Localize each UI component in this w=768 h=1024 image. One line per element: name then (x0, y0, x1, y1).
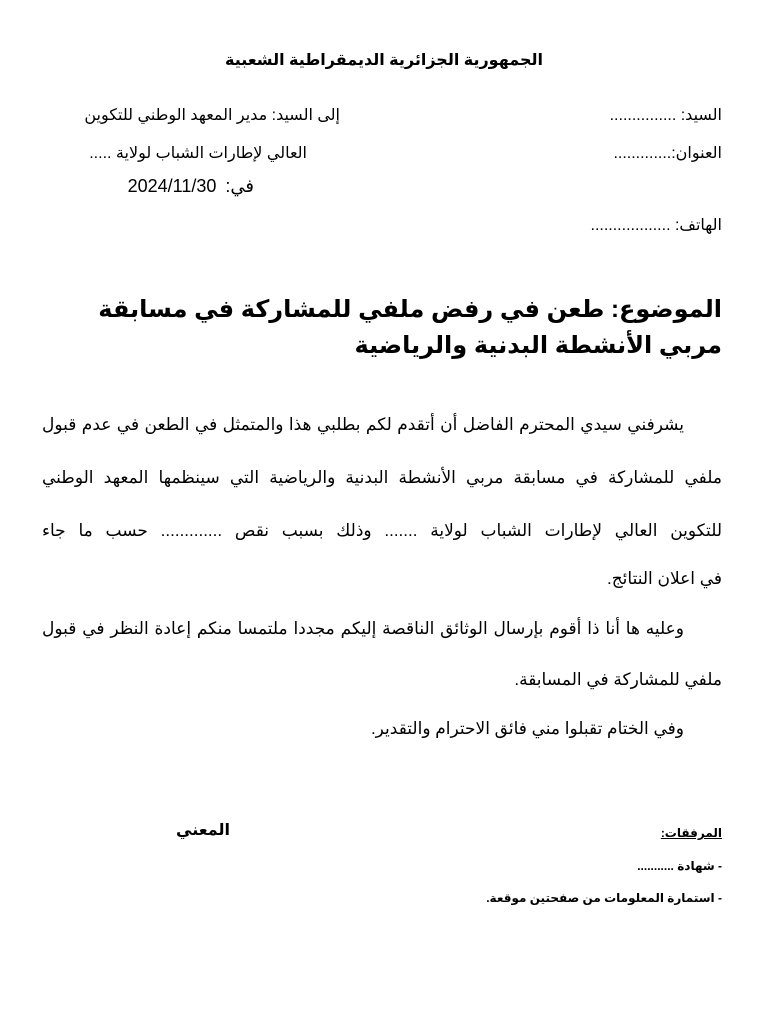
attachments-title: المرفقات: (660, 826, 722, 840)
closing-line: وفي الختام تقبلوا مني فائق الاحترام والتقدير. (370, 719, 684, 738)
body-line-1: يشرفني سيدي المحترم الفاضل أن أتقدم لكم بطلبي هذا والمتمثل في الطعن في عدم قبول (42, 415, 684, 434)
date-line (128, 176, 254, 197)
country-header: الجمهورية الجزائرية الديمقراطية الشعبية (224, 52, 544, 69)
sender-address: العنوان:............. (613, 145, 722, 162)
date-prefix: في: (225, 176, 254, 196)
recipient-line-1: إلى السيد: مدير المعهد الوطني للتكوين (84, 107, 340, 124)
sender-phone: الهاتف: .................. (590, 217, 722, 234)
body-line-6: ملفي للمشاركة في المسابقة. (514, 670, 722, 689)
attachment-item-1: - شهادة ........... (637, 859, 722, 873)
body-line-5: وعليه ها أنا ذا أقوم بإرسال الوثائق الناقصة إليكم مجددا ملتمسا منكم إعادة النظر في قبول (42, 619, 684, 638)
signature-label: المعني (176, 822, 230, 839)
body-line-3: للتكوين العالي لإطارات الشباب لولاية ....... وذلك بسبب نقص ............. حسب ما جاء (42, 521, 722, 540)
recipient-line-2: العالي لإطارات الشباب لولاية ..... (89, 145, 307, 162)
date-value: 2024/11/30 (127, 176, 217, 196)
body-line-2: ملفي للمشاركة في مسابقة مربي الأنشطة البدنية والرياضية التي سينظمها المعهد الوطني (42, 468, 722, 487)
subject-heading: الموضوع: طعن في رفض ملفي للمشاركة في مسابقة مربي الأنشطة البدنية والرياضية (98, 296, 722, 359)
body-line-4: في اعلان النتائج. (606, 569, 722, 588)
sender-name: السيد: ............... (609, 107, 722, 124)
attachment-item-2: - استمارة المعلومات من صفحتين موقعة. (486, 891, 722, 905)
